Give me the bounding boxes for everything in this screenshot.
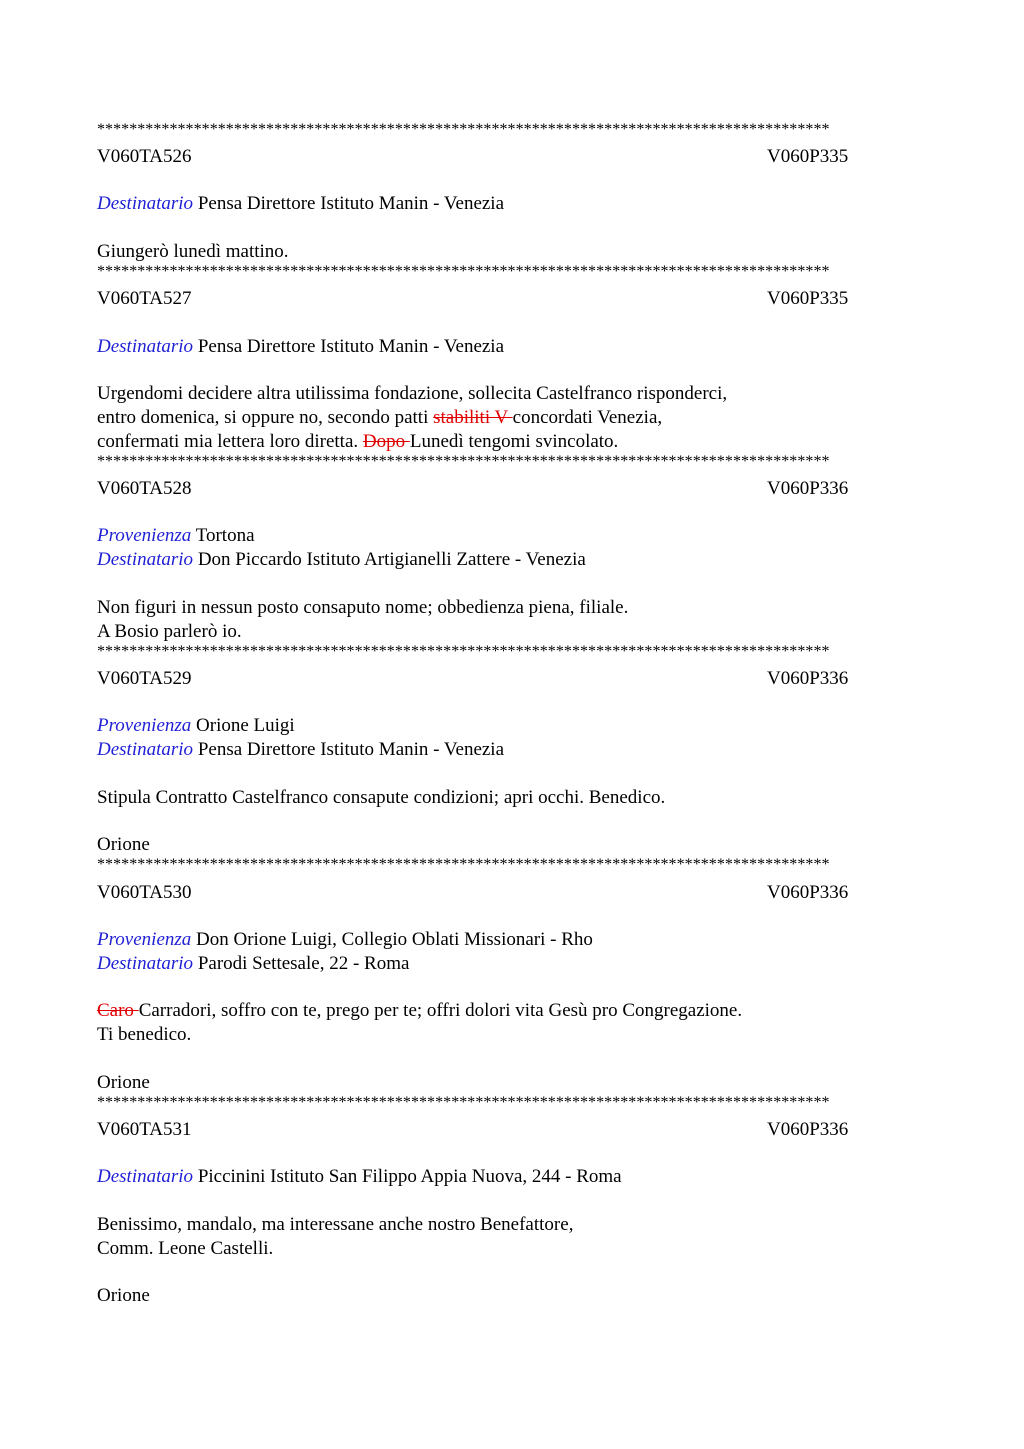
provenienza-label: Provenienza [97, 715, 192, 736]
body-text: concordati Venezia, [512, 407, 663, 428]
destinatario-label: Destinatario [97, 336, 194, 357]
separator: ******************************************************************************************* [97, 856, 830, 873]
deleted-text: Dopo [362, 431, 410, 452]
signature: Orione [97, 1072, 150, 1093]
recipient-line [97, 548, 586, 572]
provenienza-label: Provenienza [97, 929, 192, 950]
origin: Tortona [195, 525, 255, 546]
provenienza-label: Provenienza [97, 525, 192, 546]
body-text: Lunedì tengomi svincolato. [409, 431, 619, 452]
deleted-text: Caro [97, 1000, 139, 1021]
destinatario-label: Destinatario [97, 953, 194, 974]
entry-id: V060TA529 [97, 668, 192, 689]
recipient: Piccinini Istituto San Filippo Appia Nuova, 244 - Roma [197, 1166, 622, 1187]
body-line: Comm. Leone Castelli. [97, 1238, 274, 1259]
body-text: entro domenica, si oppure no, secondo patti [97, 407, 434, 428]
recipient-line [97, 952, 409, 976]
body-line [97, 999, 742, 1023]
recipient: Pensa Direttore Istituto Manin - Venezia [197, 193, 505, 214]
body-text: confermati mia lettera loro diretta. [97, 431, 363, 452]
body-line [97, 430, 618, 454]
origin-line [97, 524, 255, 548]
separator: ******************************************************************************************* [97, 1094, 830, 1111]
body-line: Stipula Contratto Castelfranco consapute condizioni; apri occhi. Benedico. [97, 787, 666, 808]
entry-page: V060P335 [767, 146, 849, 167]
recipient: Pensa Direttore Istituto Manin - Venezia [197, 336, 505, 357]
origin-line [97, 714, 295, 738]
signature: Orione [97, 834, 150, 855]
entry-page: V060P335 [767, 288, 849, 309]
separator: ******************************************************************************************* [97, 453, 830, 470]
body-line: A Bosio parlerò io. [97, 621, 242, 642]
origin: Don Orione Luigi, Collegio Oblati Missionari - Rho [196, 929, 593, 950]
body-line: Giungerò lunedì mattino. [97, 241, 289, 262]
body-line: Ti benedico. [97, 1024, 192, 1045]
recipient-line [97, 335, 504, 359]
entry-id: V060TA527 [97, 288, 192, 309]
entry-id: V060TA531 [97, 1119, 192, 1140]
destinatario-label: Destinatario [97, 549, 194, 570]
body-line [97, 406, 662, 430]
separator: ******************************************************************************************* [97, 643, 830, 660]
deleted-text: stabiliti V [433, 407, 513, 428]
entry-page: V060P336 [767, 882, 849, 903]
signature: Orione [97, 1285, 150, 1306]
separator: ******************************************************************************************* [97, 121, 830, 138]
entry-page: V060P336 [767, 1119, 849, 1140]
recipient-line [97, 1165, 622, 1189]
body-line: Benissimo, mandalo, ma interessane anche nostro Benefattore, [97, 1214, 574, 1235]
entry-id: V060TA526 [97, 146, 192, 167]
recipient-line [97, 192, 504, 216]
entry-page: V060P336 [767, 478, 849, 499]
recipient: Parodi Settesale, 22 - Roma [197, 953, 410, 974]
entry-id: V060TA530 [97, 882, 192, 903]
destinatario-label: Destinatario [97, 193, 194, 214]
separator: ******************************************************************************************* [97, 263, 830, 280]
entry-id: V060TA528 [97, 478, 192, 499]
origin: Orione Luigi [196, 715, 295, 736]
recipient: Pensa Direttore Istituto Manin - Venezia [197, 739, 505, 760]
recipient-line [97, 738, 504, 762]
recipient: Don Piccardo Istituto Artigianelli Zattere - Venezia [197, 549, 586, 570]
origin-line [97, 928, 593, 952]
body-line: Non figuri in nessun posto consaputo nome; obbedienza piena, filiale. [97, 597, 629, 618]
body-line: Urgendomi decidere altra utilissima fondazione, sollecita Castelfranco risponderci, [97, 383, 728, 404]
destinatario-label: Destinatario [97, 1166, 194, 1187]
destinatario-label: Destinatario [97, 739, 194, 760]
entry-page: V060P336 [767, 668, 849, 689]
body-text: Carradori, soffro con te, prego per te; offri dolori vita Gesù pro Congregazione. [138, 1000, 743, 1021]
